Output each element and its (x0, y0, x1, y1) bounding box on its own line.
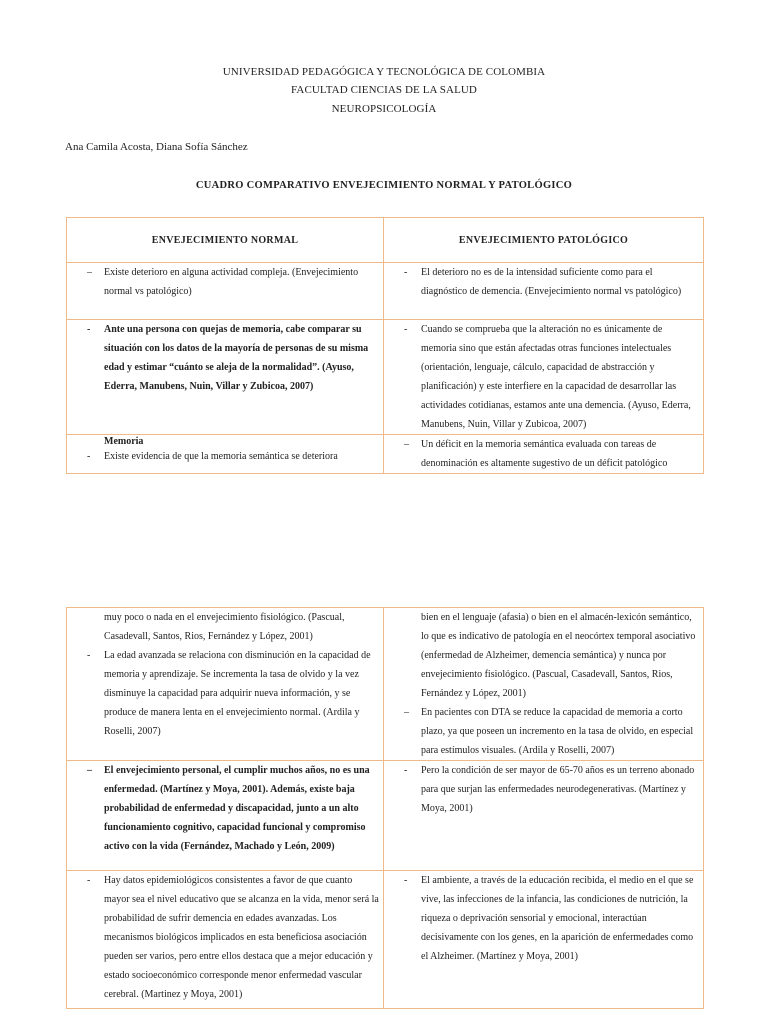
table-row (67, 761, 704, 871)
course-name: NEUROPSICOLOGÍA (331, 103, 437, 115)
document-title: CUADRO COMPARATIVO ENVEJECIMIENTO NORMAL Y PATOLÓGICO (195, 180, 573, 191)
bullet-hyphen: - (404, 765, 408, 776)
bullet-dash: – (404, 707, 409, 718)
bullet-hyphen: - (87, 451, 91, 462)
pathological-cell-text: Cuando se comprueba que la alteración no es únicamente de memoria sino que están afectadas otras funciones intelectuales (orientación, lenguaje, cálculo, capacidad de abstracción y planificación) y este interfiere en la capacidad de desarrollar las actividades cotidianas, estamos ante una demencia. (Ayuso, Ederra, Manubens, Nuin, Villar y Zubicoa, 2007) (421, 324, 691, 430)
normal-cell-text: Hay datos epidemiológicos consistentes a favor de que cuanto mayor sea el nivel educativo que se alcanza en la vida, menor será la probabilidad de sufrir demencia en edades avanzadas. Los mecanismos biológicos implicados en esta beneficiosa asociación pueden ser varios, pero entre ellos destaca que a mejor educación y estado socioeconómico corresponde menor enfermedad vascular cerebral. (Martinez y Moya, 2001) (104, 875, 379, 1000)
bullet-hyphen: - (87, 875, 91, 886)
normal-cell-text: Existe evidencia de que la memoria semántica se deteriora (104, 451, 338, 462)
pathological-cell-text: Un déficit en la memoria semántica evaluada con tareas de denominación es altamente sugestivo de un déficit patológico (421, 439, 668, 469)
bullet-dash: – (87, 267, 92, 278)
comparison-table-page1 (66, 217, 704, 474)
bullet-dash: – (87, 765, 92, 776)
pathological-cell-text: En pacientes con DTA se reduce la capacidad de memoria a corto plazo, ya que poseen un incremento en la tasa de olvido, en especial para estímulos visuales. (Ardila y Roselli, 2007) (421, 707, 694, 756)
table-row (67, 871, 704, 1009)
normal-cell-text: El envejecimiento personal, el cumplir muchos años, no es una enfermedad. (Martínez y Moya, 2001). Además, existe baja probabilidad de enfermedad y discapacidad, junto a un alto funcionamiento cognitivo, capacidad funcional y compromiso activo con la vida (Fernández, Machado y León, 2009) (104, 765, 370, 852)
column-header-normal: ENVEJECIMIENTO NORMAL (67, 218, 384, 263)
table-row (67, 608, 704, 761)
memoria-subheading: Memoria (104, 436, 144, 447)
bullet-dash: – (404, 439, 409, 450)
bullet-hyphen: - (404, 324, 408, 335)
pathological-cell-text: Pero la condición de ser mayor de 65-70 años es un terreno abonado para que surjan las enfermedades neurodegenerativas. (Martínez y Moya, 2001) (421, 765, 695, 814)
table-row (67, 263, 704, 320)
pathological-cell-text: El ambiente, a través de la educación recibida, el medio en el que se vive, las infecciones de la infancia, las condiciones de nutrición, la riqueza o deprivación sensorial y emocional, interactúan decisivamente con los genes, en la aparición de enfermedades como el Alzheimer. (Martínez y Moya, 2001) (421, 875, 694, 962)
pathological-cell-text: El deterioro no es de la intensidad suficiente como para el diagnóstico de demencia. (Envejecimiento normal vs patológico) (421, 267, 682, 297)
bullet-hyphen: - (404, 875, 408, 886)
comparison-table-page2 (66, 607, 704, 1009)
bullet-hyphen: - (87, 324, 91, 335)
authors: Ana Camila Acosta, Diana Sofía Sánchez (65, 141, 248, 153)
faculty-name: FACULTAD CIENCIAS DE LA SALUD (291, 84, 477, 96)
column-header-pathological: ENVEJECIMIENTO PATOLÓGICO (384, 218, 704, 263)
university-name: UNIVERSIDAD PEDAGÓGICA Y TECNOLÓGICA DE COLOMBIA (222, 66, 546, 78)
normal-cell-text: Ante una persona con quejas de memoria, cabe comparar su situación con los datos de la mayoría de personas de su misma edad y estimar “cuánto se aleja de la normalidad”. (Ayuso, Ederra, Manubens, Nuin, Villar y Zubicoa, 2007) (104, 324, 369, 392)
normal-cell-text: Existe deterioro en alguna actividad compleja. (Envejecimiento normal vs patológico) (104, 267, 359, 297)
bullet-hyphen: - (404, 267, 408, 278)
normal-cell-text-continued: muy poco o nada en el envejecimiento fisiológico. (Pascual, Casadevall, Santos, Rios, Fernández y López, 2001) (104, 612, 345, 642)
bullet-hyphen: - (87, 650, 91, 661)
table-row (67, 320, 704, 435)
table-header-row (67, 218, 704, 263)
pathological-cell-text-continued: bien en el lenguaje (afasia) o bien en el almacén-lexicón semántico, lo que es indicativo de patología en el neocórtex temporal asociativo (enfermedad de Alzheimer, demencia semántica) y nunca por envejecimiento fisiológico. (Pascual, Casadevall, Santos, Rios, Fernández y López, 2001) (421, 612, 696, 699)
normal-cell-text: La edad avanzada se relaciona con disminución en la capacidad de memoria y aprendizaje. Se incrementa la tasa de olvido y la vez disminuye la capacidad para adquirir nueva información, y se produce de manera lenta en el envejecimiento normal. (Ardila y Roselli, 2007) (104, 650, 371, 737)
table-row (67, 435, 704, 474)
